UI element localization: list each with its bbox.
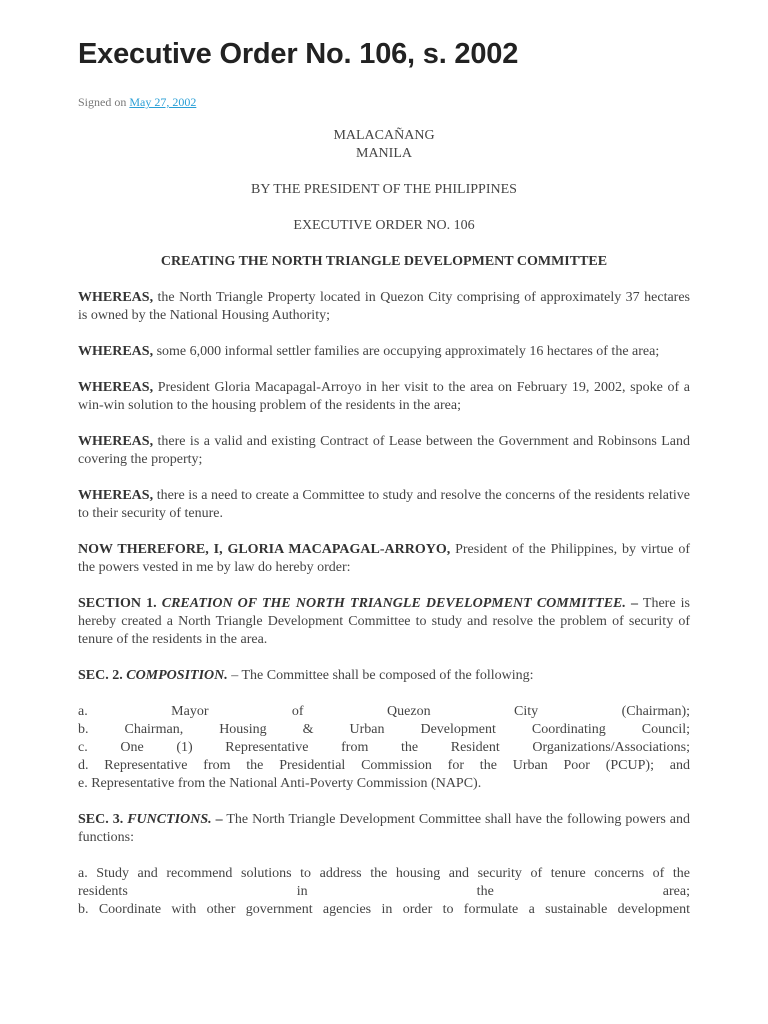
whereas-clause-4 [78, 433, 690, 469]
signed-prefix: Signed on [78, 95, 130, 109]
whereas-text: some 6,000 informal settler families are occupying approximately 16 hectares of the area; [153, 344, 660, 359]
whereas-clause-2 [78, 343, 690, 361]
section-2 [78, 667, 690, 685]
list-item: c. One (1) Representative from the Resident Organizations/Associations; [78, 740, 690, 755]
section-3 [78, 811, 690, 847]
order-title: CREATING THE NORTH TRIANGLE DEVELOPMENT COMMITTEE [160, 254, 608, 269]
by-line: BY THE PRESIDENT OF THE PHILIPPINES [251, 182, 517, 197]
section-3-text: The North Triangle Development Committee shall have the following powers and functions: [78, 812, 691, 845]
whereas-clause-5 [78, 487, 690, 523]
section-3-label: SEC. 3. [78, 812, 124, 827]
list-item: e. Representative from the National Anti-Poverty Commission (NAPC). [78, 776, 482, 791]
list-item: residents in the area; [78, 884, 690, 899]
whereas-text: there is a need to create a Committee to study and resolve the concerns of the residents relative to their security of tenure. [78, 488, 690, 521]
composition-list [78, 703, 690, 793]
office-city: MANILA [356, 146, 412, 161]
list-item: b. Coordinate with other government agencies in order to formulate a sustainable development [78, 902, 690, 917]
order-number: EXECUTIVE ORDER NO. 106 [293, 218, 475, 233]
list-item: b. Chairman, Housing & Urban Development Coordinating Council; [78, 722, 690, 737]
whereas-label: WHEREAS, [78, 488, 154, 503]
signed-line [78, 95, 196, 110]
now-therefore-clause [78, 541, 690, 577]
now-therefore-label: NOW THEREFORE, I, GLORIA MACAPAGAL-ARROYO, [78, 542, 451, 557]
section-3-dash: – [211, 812, 223, 827]
section-2-label: SEC. 2. [78, 668, 123, 683]
whereas-text: President Gloria Macapagal-Arroyo in her visit to the area on February 19, 2002, spoke of a win-win solution to the housing problem of the residents in the area; [78, 380, 690, 413]
list-item: a. Mayor of Quezon City (Chairman); [78, 704, 690, 719]
functions-list [78, 865, 690, 919]
page-title: Executive Order No. 106, s. 2002 [78, 38, 519, 70]
whereas-clause-3 [78, 379, 690, 415]
section-2-text: – The Committee shall be composed of the following: [227, 668, 534, 683]
section-3-title: FUNCTIONS. [123, 812, 212, 827]
section-1-label: SECTION 1. [78, 596, 157, 611]
section-1-dash: – [625, 596, 639, 611]
section-1-text: There is hereby created a North Triangle Development Committee to study and resolve the problem of security of tenure of the residents in the area. [78, 596, 690, 647]
signed-date-link[interactable]: May 27, 2002 [129, 95, 197, 109]
whereas-text: there is a valid and existing Contract of Lease between the Government and Robinsons Land covering the property; [78, 434, 690, 467]
whereas-label: WHEREAS, [78, 380, 154, 395]
section-1-title: CREATION OF THE NORTH TRIANGLE DEVELOPMENT COMMITTEE. [156, 596, 626, 611]
whereas-label: WHEREAS, [78, 434, 154, 449]
document-body [78, 127, 690, 919]
list-item: a. Study and recommend solutions to address the housing and security of tenure concerns of the [78, 866, 690, 881]
office-name: MALACAÑANG [333, 128, 435, 143]
whereas-text: the North Triangle Property located in Quezon City comprising of approximately 37 hectares is owned by the National Housing Authority; [78, 290, 690, 323]
whereas-clause-1 [78, 289, 690, 325]
section-1 [78, 595, 690, 649]
section-2-title: COMPOSITION. [122, 668, 228, 683]
whereas-label: WHEREAS, [78, 344, 154, 359]
whereas-label: WHEREAS, [78, 290, 154, 305]
list-item: d. Representative from the Presidential Commission for the Urban Poor (PCUP); and [78, 758, 690, 773]
now-therefore-text: President of the Philippines, by virtue of the powers vested in me by law do hereby order: [78, 542, 691, 575]
